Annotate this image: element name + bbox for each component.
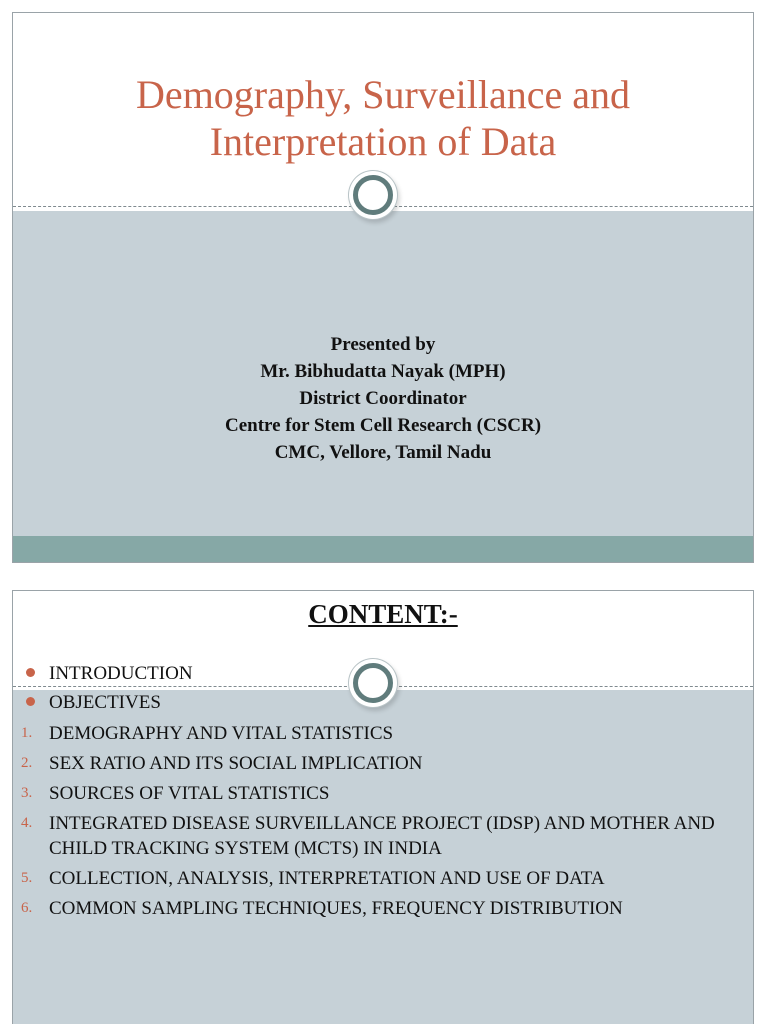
presenter-info [13,331,753,466]
bottom-band [13,536,753,563]
slide-title [12,12,754,563]
list-item: INTRODUCTION [21,661,743,686]
list-item: OBJECTIVES [21,690,743,715]
list-item: 5. COLLECTION, ANALYSIS, INTERPRETATION AND USE OF DATA [21,868,605,889]
list-item: 2. SEX RATIO AND ITS SOCIAL IMPLICATION [21,753,423,774]
ring-icon [353,663,393,703]
bullet-icon [26,697,35,706]
list-item: 3. SOURCES OF VITAL STATISTICS [21,783,330,804]
presenter-name: Mr. Bibhudatta Nayak (MPH) [260,361,506,382]
list-item: 4. INTEGRATED DISEASE SURVEILLANCE PROJECT (IDSP) AND MOTHER AND CHILD TRACKING SYSTEM (MCTS) IN INDIA [21,813,715,859]
ring-icon [353,175,393,215]
content-title: CONTENT:- [308,599,458,629]
presenter-location: CMC, Vellore, Tamil Nadu [274,442,492,463]
list-item: 6. COMMON SAMPLING TECHNIQUES, FREQUENCY DISTRIBUTION [21,898,623,919]
bullet-icon [26,668,35,677]
list-item: 1. DEMOGRAPHY AND VITAL STATISTICS [21,723,394,744]
presentation-title: Demography, Surveillance and Interpretation of Data [136,72,630,164]
presenter-line: Presented by [330,334,436,355]
slide-content [12,590,754,1024]
presenter-org: Centre for Stem Cell Research (CSCR) [224,415,542,436]
presenter-role: District Coordinator [299,388,467,409]
